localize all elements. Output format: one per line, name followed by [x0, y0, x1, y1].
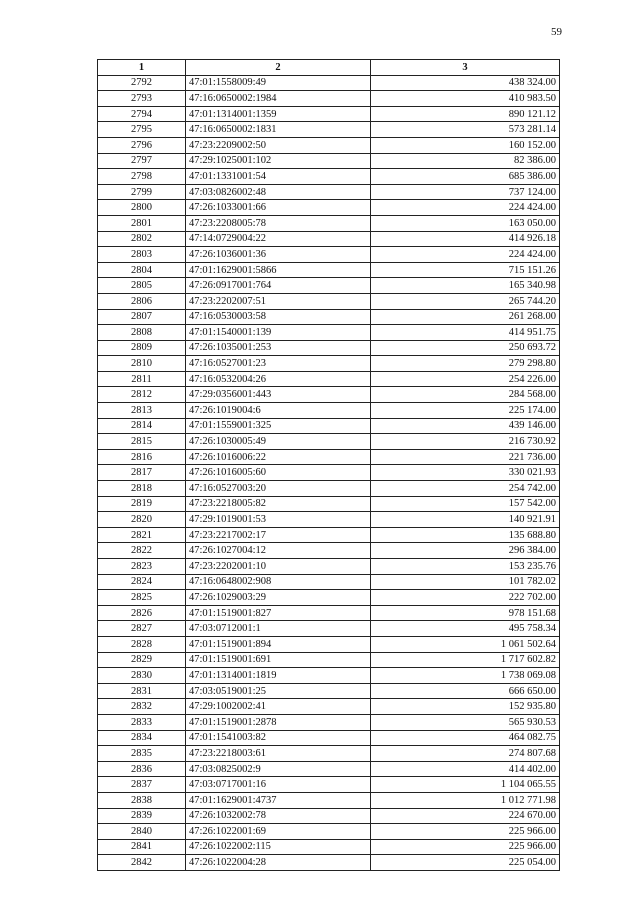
cadastral-number-cell: 47:01:1629001:5866 [186, 262, 371, 278]
row-number-cell: 2803 [98, 247, 186, 263]
table-row [98, 231, 560, 247]
row-number-cell: 2836 [98, 761, 186, 777]
value-cell: 225 174.00 [371, 403, 560, 419]
value-cell: 410 983.50 [371, 91, 560, 107]
row-number-cell: 2817 [98, 465, 186, 481]
value-cell: 978 151.68 [371, 605, 560, 621]
table-row [98, 699, 560, 715]
table-row [98, 169, 560, 185]
row-number-cell: 2820 [98, 512, 186, 528]
row-number-cell: 2823 [98, 559, 186, 575]
cadastral-number-cell: 47:16:0532004:26 [186, 371, 371, 387]
value-cell: 464 082.75 [371, 730, 560, 746]
row-number-cell: 2815 [98, 434, 186, 450]
table-row [98, 652, 560, 668]
table-row [98, 746, 560, 762]
row-number-cell: 2799 [98, 184, 186, 200]
table-body [98, 75, 560, 870]
column-header-2: 2 [186, 60, 371, 76]
row-number-cell: 2835 [98, 746, 186, 762]
value-cell: 254 742.00 [371, 481, 560, 497]
row-number-cell: 2792 [98, 75, 186, 91]
cadastral-number-cell: 47:16:0530003:58 [186, 309, 371, 325]
value-cell: 439 146.00 [371, 418, 560, 434]
table-row [98, 449, 560, 465]
row-number-cell: 2801 [98, 215, 186, 231]
row-number-cell: 2827 [98, 621, 186, 637]
cadastral-number-cell: 47:03:0717001:16 [186, 777, 371, 793]
cadastral-number-cell: 47:14:0729004:22 [186, 231, 371, 247]
table-row [98, 371, 560, 387]
table-row [98, 559, 560, 575]
row-number-cell: 2839 [98, 808, 186, 824]
value-cell: 414 402.00 [371, 761, 560, 777]
cadastral-number-cell: 47:16:0650002:1984 [186, 91, 371, 107]
value-cell: 140 921.91 [371, 512, 560, 528]
cadastral-number-cell: 47:26:1022002:115 [186, 839, 371, 855]
table-row [98, 761, 560, 777]
table-row [98, 325, 560, 341]
table-row [98, 418, 560, 434]
table-row [98, 605, 560, 621]
cadastral-number-cell: 47:01:1519001:2878 [186, 714, 371, 730]
row-number-cell: 2793 [98, 91, 186, 107]
value-cell: 1 012 771.98 [371, 792, 560, 808]
column-header-3: 3 [371, 60, 560, 76]
cadastral-number-cell: 47:03:0825002:9 [186, 761, 371, 777]
cadastral-number-cell: 47:23:2218003:61 [186, 746, 371, 762]
value-cell: 216 730.92 [371, 434, 560, 450]
cadastral-number-cell: 47:26:1035001:253 [186, 340, 371, 356]
row-number-cell: 2818 [98, 481, 186, 497]
row-number-cell: 2816 [98, 449, 186, 465]
cadastral-number-cell: 47:23:2202001:10 [186, 559, 371, 575]
row-number-cell: 2810 [98, 356, 186, 372]
cadastral-number-cell: 47:01:1519001:894 [186, 636, 371, 652]
value-cell: 157 542.00 [371, 496, 560, 512]
value-cell: 274 807.68 [371, 746, 560, 762]
column-header-1: 1 [98, 60, 186, 76]
cadastral-number-cell: 47:26:1029003:29 [186, 590, 371, 606]
row-number-cell: 2825 [98, 590, 186, 606]
table-row [98, 387, 560, 403]
row-number-cell: 2822 [98, 543, 186, 559]
table-row [98, 512, 560, 528]
row-number-cell: 2802 [98, 231, 186, 247]
cadastral-number-cell: 47:26:1030005:49 [186, 434, 371, 450]
row-number-cell: 2838 [98, 792, 186, 808]
cadastral-number-cell: 47:26:1022004:28 [186, 855, 371, 871]
value-cell: 135 688.80 [371, 527, 560, 543]
cadastral-number-cell: 47:01:1541003:82 [186, 730, 371, 746]
cadastral-number-cell: 47:26:1036001:36 [186, 247, 371, 263]
cadastral-number-cell: 47:01:1559001:325 [186, 418, 371, 434]
table-row [98, 683, 560, 699]
value-cell: 222 702.00 [371, 590, 560, 606]
table-row [98, 481, 560, 497]
cadastral-number-cell: 47:01:1519001:691 [186, 652, 371, 668]
cadastral-number-cell: 47:01:1314001:1819 [186, 668, 371, 684]
value-cell: 153 235.76 [371, 559, 560, 575]
value-cell: 225 054.00 [371, 855, 560, 871]
row-number-cell: 2832 [98, 699, 186, 715]
value-cell: 438 324.00 [371, 75, 560, 91]
value-cell: 152 935.80 [371, 699, 560, 715]
value-cell: 163 050.00 [371, 215, 560, 231]
row-number-cell: 2813 [98, 403, 186, 419]
page-number: 59 [551, 26, 562, 38]
value-cell: 261 268.00 [371, 309, 560, 325]
value-cell: 101 782.02 [371, 574, 560, 590]
row-number-cell: 2797 [98, 153, 186, 169]
row-number-cell: 2811 [98, 371, 186, 387]
value-cell: 279 298.80 [371, 356, 560, 372]
row-number-cell: 2819 [98, 496, 186, 512]
cadastral-number-cell: 47:23:2202007:51 [186, 293, 371, 309]
value-cell: 1 061 502.64 [371, 636, 560, 652]
value-cell: 265 744.20 [371, 293, 560, 309]
table-row [98, 75, 560, 91]
cadastral-number-cell: 47:01:1331001:54 [186, 169, 371, 185]
table-row [98, 496, 560, 512]
cadastral-number-cell: 47:26:1016006:22 [186, 449, 371, 465]
cadastral-number-cell: 47:16:0527001:23 [186, 356, 371, 372]
cadastral-number-cell: 47:16:0648002:908 [186, 574, 371, 590]
value-cell: 1 738 069.08 [371, 668, 560, 684]
cadastral-number-cell: 47:26:0917001:764 [186, 278, 371, 294]
table-row [98, 730, 560, 746]
value-cell: 1 104 065.55 [371, 777, 560, 793]
table-row [98, 839, 560, 855]
value-cell: 715 151.26 [371, 262, 560, 278]
row-number-cell: 2834 [98, 730, 186, 746]
value-cell: 573 281.14 [371, 122, 560, 138]
value-cell: 254 226.00 [371, 371, 560, 387]
cadastral-number-cell: 47:01:1629001:4737 [186, 792, 371, 808]
value-cell: 160 152.00 [371, 137, 560, 153]
table-row [98, 590, 560, 606]
row-number-cell: 2809 [98, 340, 186, 356]
table-row [98, 574, 560, 590]
table-row [98, 262, 560, 278]
value-cell: 666 650.00 [371, 683, 560, 699]
row-number-cell: 2842 [98, 855, 186, 871]
table-row [98, 137, 560, 153]
table-row [98, 714, 560, 730]
cadastral-number-cell: 47:26:1016005:60 [186, 465, 371, 481]
cadastral-number-cell: 47:26:1022001:69 [186, 824, 371, 840]
cadastral-number-cell: 47:03:0826002:48 [186, 184, 371, 200]
table-row [98, 106, 560, 122]
row-number-cell: 2805 [98, 278, 186, 294]
value-cell: 224 670.00 [371, 808, 560, 824]
value-cell: 296 384.00 [371, 543, 560, 559]
table-row [98, 153, 560, 169]
value-cell: 495 758.34 [371, 621, 560, 637]
value-cell: 565 930.53 [371, 714, 560, 730]
value-cell: 284 568.00 [371, 387, 560, 403]
data-table [97, 59, 560, 871]
value-cell: 414 951.75 [371, 325, 560, 341]
row-number-cell: 2830 [98, 668, 186, 684]
value-cell: 224 424.00 [371, 247, 560, 263]
table-row [98, 434, 560, 450]
table-row [98, 215, 560, 231]
table-row [98, 621, 560, 637]
row-number-cell: 2837 [98, 777, 186, 793]
value-cell: 685 386.00 [371, 169, 560, 185]
row-number-cell: 2808 [98, 325, 186, 341]
table-row [98, 184, 560, 200]
value-cell: 165 340.98 [371, 278, 560, 294]
cadastral-number-cell: 47:29:1002002:41 [186, 699, 371, 715]
cadastral-number-cell: 47:03:0712001:1 [186, 621, 371, 637]
row-number-cell: 2840 [98, 824, 186, 840]
row-number-cell: 2796 [98, 137, 186, 153]
row-number-cell: 2806 [98, 293, 186, 309]
table-row [98, 543, 560, 559]
table-row [98, 340, 560, 356]
table-row [98, 777, 560, 793]
value-cell: 221 736.00 [371, 449, 560, 465]
value-cell: 225 966.00 [371, 839, 560, 855]
table-row [98, 808, 560, 824]
row-number-cell: 2814 [98, 418, 186, 434]
cadastral-number-cell: 47:23:2208005:78 [186, 215, 371, 231]
value-cell: 82 386.00 [371, 153, 560, 169]
row-number-cell: 2800 [98, 200, 186, 216]
row-number-cell: 2807 [98, 309, 186, 325]
cadastral-number-cell: 47:03:0519001:25 [186, 683, 371, 699]
row-number-cell: 2812 [98, 387, 186, 403]
table-row [98, 403, 560, 419]
cadastral-number-cell: 47:23:2217002:17 [186, 527, 371, 543]
cadastral-number-cell: 47:29:1019001:53 [186, 512, 371, 528]
cadastral-number-cell: 47:26:1019004:6 [186, 403, 371, 419]
table-row [98, 200, 560, 216]
value-cell: 224 424.00 [371, 200, 560, 216]
cadastral-number-cell: 47:23:2209002:50 [186, 137, 371, 153]
cadastral-number-cell: 47:29:0356001:443 [186, 387, 371, 403]
value-cell: 890 121.12 [371, 106, 560, 122]
table-header-row [98, 60, 560, 76]
table-row [98, 668, 560, 684]
row-number-cell: 2833 [98, 714, 186, 730]
table-row [98, 527, 560, 543]
cadastral-number-cell: 47:16:0527003:20 [186, 481, 371, 497]
value-cell: 737 124.00 [371, 184, 560, 200]
value-cell: 1 717 602.82 [371, 652, 560, 668]
table-row [98, 855, 560, 871]
cadastral-number-cell: 47:01:1540001:139 [186, 325, 371, 341]
row-number-cell: 2824 [98, 574, 186, 590]
table-row [98, 247, 560, 263]
cadastral-number-cell: 47:29:1025001:102 [186, 153, 371, 169]
value-cell: 225 966.00 [371, 824, 560, 840]
table-row [98, 465, 560, 481]
table-row [98, 309, 560, 325]
value-cell: 330 021.93 [371, 465, 560, 481]
row-number-cell: 2804 [98, 262, 186, 278]
row-number-cell: 2826 [98, 605, 186, 621]
cadastral-number-cell: 47:01:1558009:49 [186, 75, 371, 91]
table-row [98, 824, 560, 840]
cadastral-number-cell: 47:26:1032002:78 [186, 808, 371, 824]
row-number-cell: 2829 [98, 652, 186, 668]
table-row [98, 293, 560, 309]
row-number-cell: 2821 [98, 527, 186, 543]
row-number-cell: 2828 [98, 636, 186, 652]
value-cell: 414 926.18 [371, 231, 560, 247]
row-number-cell: 2798 [98, 169, 186, 185]
cadastral-number-cell: 47:26:1033001:66 [186, 200, 371, 216]
table-row [98, 356, 560, 372]
row-number-cell: 2795 [98, 122, 186, 138]
value-cell: 250 693.72 [371, 340, 560, 356]
table-row [98, 91, 560, 107]
table-row [98, 122, 560, 138]
cadastral-number-cell: 47:01:1519001:827 [186, 605, 371, 621]
table-row [98, 636, 560, 652]
cadastral-number-cell: 47:01:1314001:1359 [186, 106, 371, 122]
table-row [98, 792, 560, 808]
cadastral-number-cell: 47:16:0650002:1831 [186, 122, 371, 138]
cadastral-number-cell: 47:23:2218005:82 [186, 496, 371, 512]
table-row [98, 278, 560, 294]
row-number-cell: 2831 [98, 683, 186, 699]
row-number-cell: 2841 [98, 839, 186, 855]
row-number-cell: 2794 [98, 106, 186, 122]
cadastral-number-cell: 47:26:1027004:12 [186, 543, 371, 559]
